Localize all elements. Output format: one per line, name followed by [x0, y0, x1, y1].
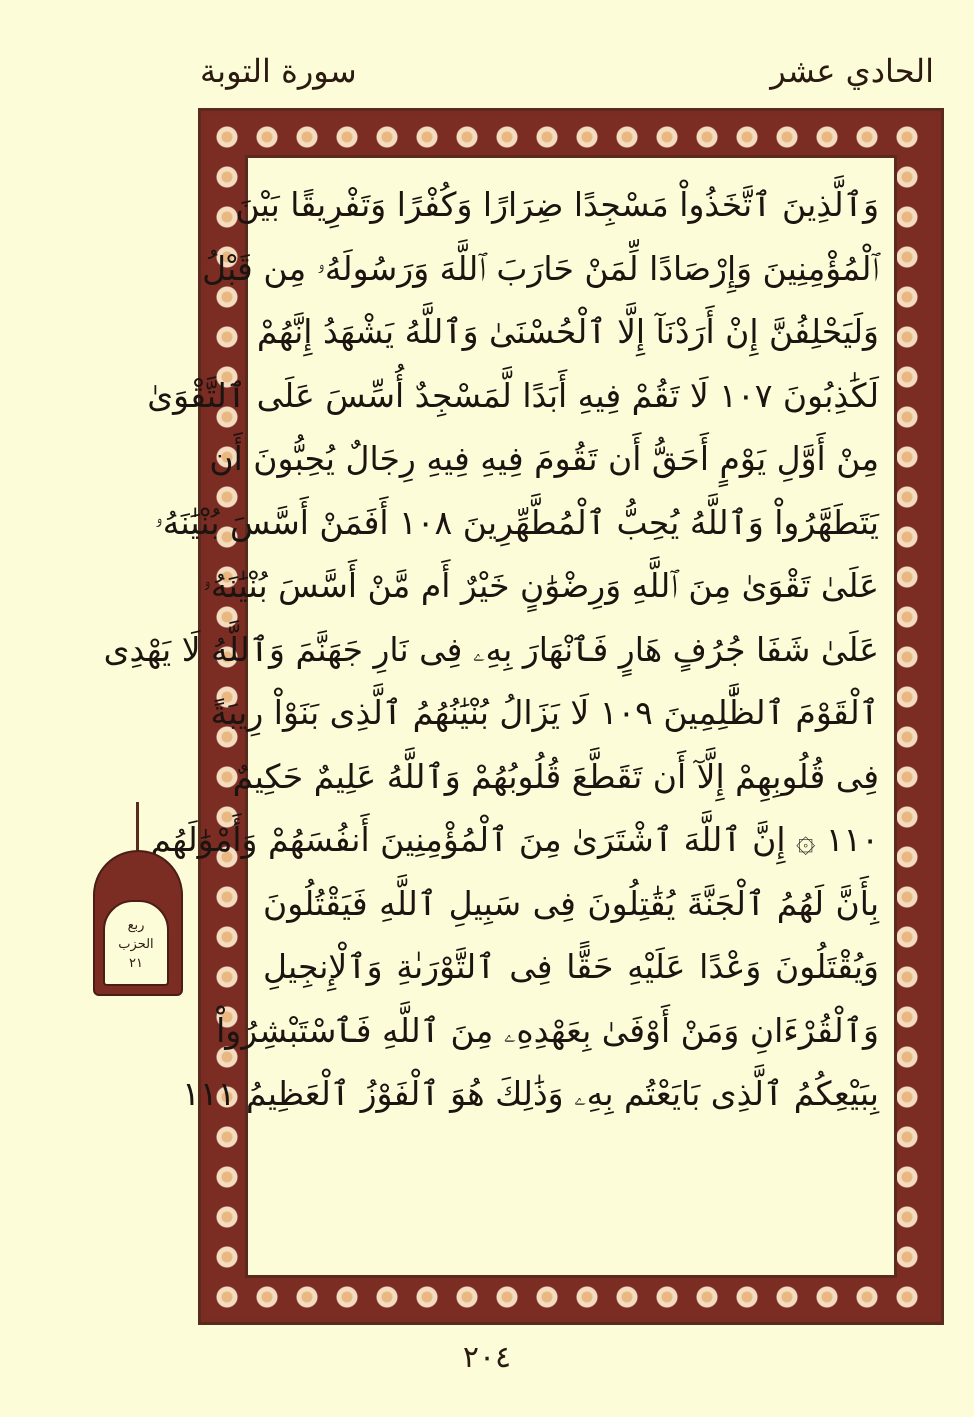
marker-stem [136, 802, 139, 852]
hizb-quarter-marker [93, 850, 183, 996]
marker-line-hizb: الحزب [118, 937, 154, 952]
page-number: ٢٠٤ [462, 1340, 512, 1375]
text-line: ١١٠ ۞ إِنَّ ٱللَّهَ ٱشْتَرَىٰ مِنَ ٱلْمُؤْمِنِينَ أَنفُسَهُمْ وَأَمْوَٰلَهُم [150, 820, 879, 859]
surah-title: سورة التوبة [200, 52, 357, 90]
text-line: بِبَيْعِكُمُ ٱلَّذِى بَايَعْتُم بِهِۦ وَذَٰلِكَ هُوَ ٱلْفَوْزُ ٱلْعَظِيمُ ١١١ [182, 1074, 879, 1113]
text-line: يَتَطَهَّرُواْ وَٱللَّهُ يُحِبُّ ٱلْمُطَّهِّرِينَ ١٠٨ أَفَمَنْ أَسَّسَ بُنْيَٰنَهُۥ [154, 502, 879, 542]
marker-line-rub: ربع [127, 918, 145, 933]
text-line: عَلَىٰ تَقْوَىٰ مِنَ ٱللَّهِ وَرِضْوَٰنٍ خَيْرٌ أَم مَّنْ أَسَّسَ بُنْيَٰنَهُۥ [202, 566, 879, 605]
text-line: لَكَٰذِبُونَ ١٠٧ لَا تَقُمْ فِيهِ أَبَدًا لَّمَسْجِدٌ أُسِّسَ عَلَى ٱلتَّقْوَىٰ [147, 375, 879, 415]
text-line: وَٱلَّذِينَ ٱتَّخَذُواْ مَسْجِدًا ضِرَارًا وَكُفْرًا وَتَفْرِيقًا بَيْنَ [235, 185, 879, 224]
text-line: وَيُقْتَلُونَ وَعْدًا عَلَيْهِ حَقًّا فِى ٱلتَّوْرَىٰةِ وَٱلْإِنجِيلِ [263, 947, 879, 986]
text-line: فِى قُلُوبِهِمْ إِلَّآ أَن تَقَطَّعَ قُلُوبُهُمْ وَٱللَّهُ عَلِيمٌ حَكِيمٌ [232, 756, 879, 796]
text-line: مِنْ أَوَّلِ يَوْمٍ أَحَقُّ أَن تَقُومَ فِيهِ فِيهِ رِجَالٌ يُحِبُّونَ أَن [209, 439, 879, 478]
marker-label [103, 900, 169, 986]
text-line: بِأَنَّ لَهُمُ ٱلْجَنَّةَ يُقَٰتِلُونَ فِى سَبِيلِ ٱللَّهِ فَيَقْتُلُونَ [263, 883, 879, 923]
juz-title: الحادي عشر [770, 52, 934, 90]
text-line: وَلَيَحْلِفُنَّ إِنْ أَرَدْنَآ إِلَّا ٱلْحُسْنَىٰ وَٱللَّهُ يَشْهَدُ إِنَّهُمْ [256, 312, 879, 351]
marker-line-number: ٢١ [129, 956, 143, 971]
text-line: ٱلْقَوْمَ ٱلظَّٰلِمِينَ ١٠٩ لَا يَزَالُ بُنْيَٰنُهُمُ ٱلَّذِى بَنَوْاْ رِيبَةً [210, 693, 879, 732]
text-line: وَٱلْقُرْءَانِ وَمَنْ أَوْفَىٰ بِعَهْدِهِۦ مِنَ ٱللَّهِ فَٱسْتَبْشِرُواْ [216, 1010, 879, 1050]
text-line: عَلَىٰ شَفَا جُرُفٍ هَارٍ فَٱنْهَارَ بِهِۦ فِى نَارِ جَهَنَّمَ وَٱللَّهُ لَا يَهْدِى [103, 629, 879, 669]
text-line: ٱلْمُؤْمِنِينَ وَإِرْصَادًا لِّمَنْ حَارَبَ ٱللَّهَ وَرَسُولَهُۥ مِن قَبْلُ [202, 248, 879, 288]
